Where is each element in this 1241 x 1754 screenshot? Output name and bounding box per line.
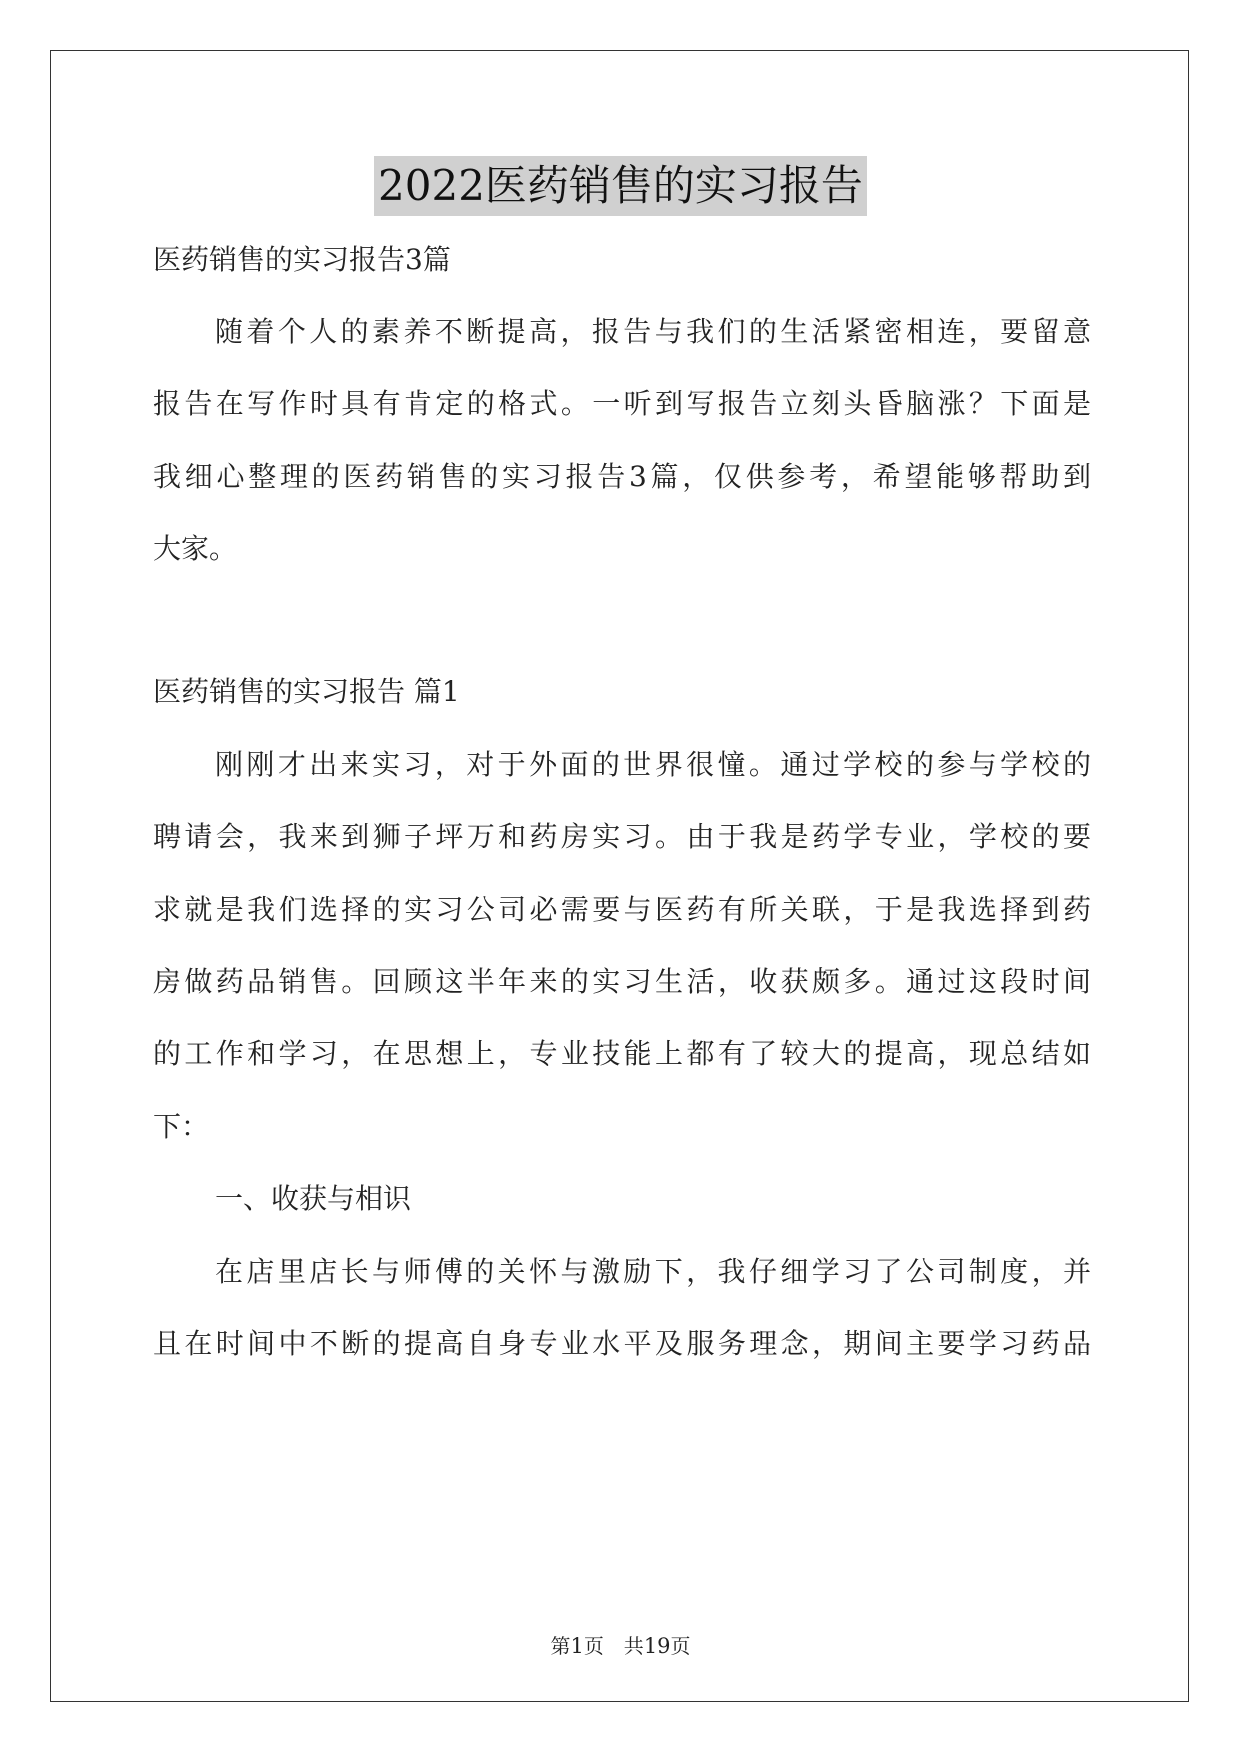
page-border xyxy=(50,50,1189,1702)
paragraph-line: 随着个人的素养不断提高，报告与我们的生活紧密相连，要留意 xyxy=(215,315,1091,348)
total-pages: 19 xyxy=(643,1634,671,1658)
paragraph-line: 大家。 xyxy=(153,532,238,565)
section-heading: 医药销售的实习报告 篇1 xyxy=(153,675,460,708)
paragraph-line: 的工作和学习，在思想上，专业技能上都有了较大的提高，现总结如 xyxy=(153,1037,1091,1070)
paragraph-line: 在店里店长与师傅的关怀与激励下，我仔细学习了公司制度，并 xyxy=(215,1255,1091,1288)
page-footer: 第1页 共19页 xyxy=(550,1634,691,1658)
paragraph-line: 报告在写作时具有肯定的格式。一听到写报告立刻头昏脑涨？下面是 xyxy=(153,387,1091,420)
page-number: 1 xyxy=(570,1634,584,1658)
subsection-heading: 一、收获与相识 xyxy=(215,1182,412,1215)
document-title: 2022医药销售的实习报告 xyxy=(0,156,1241,216)
paragraph-line: 刚刚才出来实习，对于外面的世界很憧。通过学校的参与学校的 xyxy=(215,748,1091,781)
paragraph-line: 我细心整理的医药销售的实习报告3篇，仅供参考，希望能够帮助到 xyxy=(153,460,1091,493)
paragraph-line: 下： xyxy=(153,1110,210,1143)
paragraph-line: 房做药品销售。回顾这半年来的实习生活，收获颇多。通过这段时间 xyxy=(153,965,1091,998)
paragraph-line: 且在时间中不断的提高自身专业水平及服务理念，期间主要学习药品 xyxy=(153,1327,1091,1360)
paragraph-line: 聘请会，我来到狮子坪万和药房实习。由于我是药学专业，学校的要 xyxy=(153,820,1091,853)
subtitle: 医药销售的实习报告3篇 xyxy=(153,243,451,276)
paragraph-line: 求就是我们选择的实习公司必需要与医药有所关联，于是我选择到药 xyxy=(153,893,1091,926)
